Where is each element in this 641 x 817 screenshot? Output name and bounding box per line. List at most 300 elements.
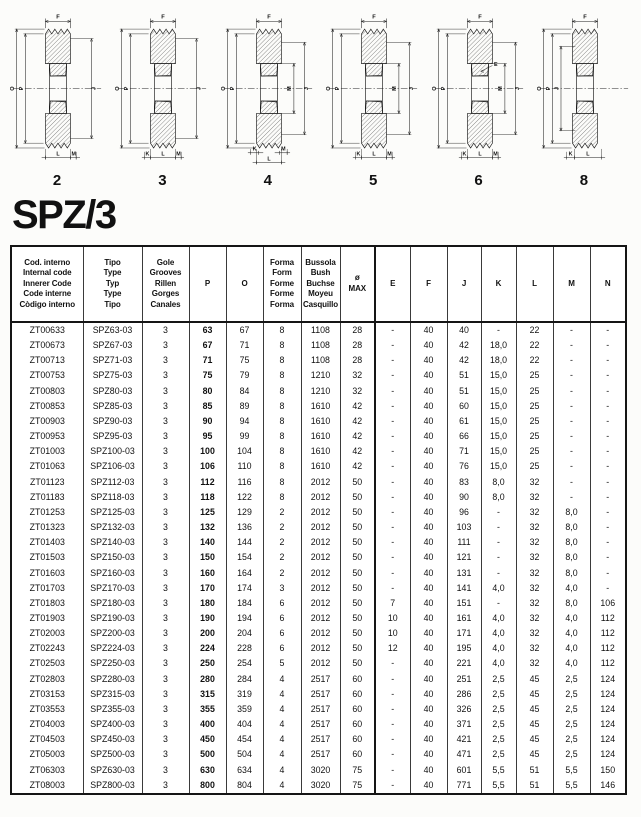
table-cell: 371 [447, 717, 481, 732]
table-cell: 184 [226, 596, 263, 611]
table-cell: 1108 [301, 338, 340, 353]
table-cell: 190 [189, 611, 226, 626]
table-cell: 45 [516, 702, 553, 717]
table-cell: 112 [189, 475, 226, 490]
table-cell: - [553, 368, 590, 383]
table-cell: 50 [340, 475, 375, 490]
table-row [11, 505, 626, 520]
pulley-diagrams [0, 0, 641, 189]
table-cell: - [375, 490, 410, 505]
table-cell: 3 [142, 732, 189, 747]
table-cell: 3 [142, 747, 189, 762]
table-cell: 15,0 [481, 368, 516, 383]
table-cell: 4,0 [553, 581, 590, 596]
table-cell: 2 [263, 550, 301, 565]
table-cell: 280 [189, 672, 226, 687]
table-cell: 76 [447, 459, 481, 474]
page-title: SPZ/3 [12, 193, 116, 237]
table-cell: 2012 [301, 611, 340, 626]
table-cell: ZT01123 [29, 476, 65, 487]
table-cell: - [590, 353, 626, 368]
dim-label-F: F [372, 14, 376, 21]
table-cell: 2,5 [553, 732, 590, 747]
table-cell: 3 [142, 672, 189, 687]
table-cell: SPZ71-03 [83, 353, 142, 368]
dim-label-L: L [372, 151, 376, 158]
table-cell: 40 [447, 322, 481, 338]
table-cell: - [375, 702, 410, 717]
table-cell: 40 [410, 444, 447, 459]
table-cell: SPZ200-03 [83, 626, 142, 641]
table-cell: 2517 [301, 702, 340, 717]
table-cell: 40 [410, 322, 447, 338]
dim-label-L: L [161, 151, 165, 158]
table-cell: 154 [226, 550, 263, 565]
table-cell: 60 [340, 702, 375, 717]
table-cell: 5,5 [481, 763, 516, 778]
table-cell: SPZ355-03 [83, 702, 142, 717]
col-header-internal-code: Cod. interno Internal code Innerer Code Code interne Còdigo interno [11, 246, 83, 322]
table-cell: 40 [410, 732, 447, 747]
table-cell: 8,0 [553, 550, 590, 565]
col-header-max-diameter: ø MAX [340, 246, 375, 322]
table-cell: 1610 [301, 429, 340, 444]
table-cell: 2012 [301, 475, 340, 490]
dim-label-K: K [462, 151, 466, 158]
pulley-diagram-svg [429, 8, 529, 171]
table-cell: SPZ80-03 [83, 384, 142, 399]
table-cell: SPZ500-03 [83, 747, 142, 762]
table-cell: ZT01253 [29, 506, 65, 517]
table-cell: 25 [516, 459, 553, 474]
table-cell: 106 [590, 596, 626, 611]
dim-label-P: P [335, 86, 342, 91]
table-cell: 25 [516, 384, 553, 399]
table-cell: 4,0 [481, 581, 516, 596]
table-cell: 8 [263, 353, 301, 368]
table-cell: 2012 [301, 505, 340, 520]
table-row [11, 535, 626, 550]
table-cell: 112 [590, 611, 626, 626]
table-cell: 6 [263, 596, 301, 611]
table-cell: SPZ118-03 [83, 490, 142, 505]
table-cell: 15,0 [481, 414, 516, 429]
pulley-diagram-svg [534, 8, 634, 171]
table-cell: 111 [447, 535, 481, 550]
table-cell: ZT02243 [29, 643, 65, 654]
dim-label-O: O [10, 86, 17, 91]
dim-label-J: J [91, 86, 98, 91]
table-cell: 151 [447, 596, 481, 611]
table-cell: - [375, 672, 410, 687]
dim-label-F: F [266, 14, 271, 21]
table-cell: 3 [142, 322, 189, 338]
table-cell: 3 [142, 520, 189, 535]
table-cell: - [590, 384, 626, 399]
table-cell: 2,5 [481, 687, 516, 702]
table-cell: 2012 [301, 656, 340, 671]
table-cell: 15,0 [481, 384, 516, 399]
spec-table-head [11, 246, 626, 322]
table-cell: ZT00753 [29, 370, 65, 381]
table-cell: 3 [142, 550, 189, 565]
table-cell: 122 [226, 490, 263, 505]
table-cell: 804 [226, 778, 263, 794]
spec-table-body [11, 322, 626, 794]
table-cell: 124 [590, 717, 626, 732]
table-cell: 3 [142, 611, 189, 626]
table-cell: 51 [447, 384, 481, 399]
table-cell: - [375, 778, 410, 794]
dim-label-J: J [514, 86, 521, 91]
table-cell: 284 [226, 672, 263, 687]
table-cell: 3 [142, 641, 189, 656]
table-cell: 40 [410, 687, 447, 702]
table-cell: 32 [516, 641, 553, 656]
table-cell: 125 [189, 505, 226, 520]
table-cell: SPZ800-03 [83, 778, 142, 794]
table-row [11, 687, 626, 702]
table-cell: 6 [263, 626, 301, 641]
table-cell: - [481, 596, 516, 611]
table-cell: 40 [410, 459, 447, 474]
table-cell: 103 [447, 520, 481, 535]
table-cell: 22 [516, 353, 553, 368]
table-cell: 254 [226, 656, 263, 671]
table-cell: SPZ63-03 [83, 322, 142, 338]
table-cell: 40 [410, 414, 447, 429]
table-cell: 251 [447, 672, 481, 687]
table-cell: 67 [189, 338, 226, 353]
table-cell: 40 [410, 550, 447, 565]
table-cell: - [375, 656, 410, 671]
table-row [11, 717, 626, 732]
table-cell: 421 [447, 732, 481, 747]
table-cell: - [375, 399, 410, 414]
table-cell: SPZ132-03 [83, 520, 142, 535]
table-cell: - [590, 414, 626, 429]
table-cell: 8 [263, 429, 301, 444]
form-number: 4 [263, 172, 272, 189]
table-cell: 3 [142, 717, 189, 732]
table-cell: 1610 [301, 444, 340, 459]
dim-label-O: O [537, 86, 544, 91]
table-cell: SPZ125-03 [83, 505, 142, 520]
table-cell: 286 [447, 687, 481, 702]
table-cell: 8,0 [481, 475, 516, 490]
table-cell: 228 [226, 641, 263, 656]
table-cell: 32 [516, 520, 553, 535]
table-cell: ZT00713 [29, 355, 65, 366]
table-cell: 40 [410, 641, 447, 656]
form-number: 2 [52, 172, 62, 189]
table-cell: 454 [226, 732, 263, 747]
table-cell: 85 [189, 399, 226, 414]
table-cell: 42 [340, 399, 375, 414]
table-cell: 1610 [301, 399, 340, 414]
table-cell: 40 [410, 505, 447, 520]
table-row [11, 581, 626, 596]
table-cell: 40 [410, 702, 447, 717]
table-cell: 3 [142, 535, 189, 550]
table-row [11, 338, 626, 353]
table-cell: 32 [516, 505, 553, 520]
table-cell: 170 [189, 581, 226, 596]
table-cell: 104 [226, 444, 263, 459]
table-cell: 10 [375, 611, 410, 626]
table-cell: 4,0 [553, 611, 590, 626]
table-cell: 3 [142, 384, 189, 399]
table-cell: - [481, 535, 516, 550]
table-cell: ZT01403 [29, 537, 65, 548]
table-cell: - [590, 550, 626, 565]
table-cell: 3 [142, 444, 189, 459]
col-header-n: N [590, 246, 626, 322]
table-cell: - [553, 429, 590, 444]
table-cell: 174 [226, 581, 263, 596]
table-cell: ZT02803 [29, 673, 65, 684]
table-cell: 106 [189, 459, 226, 474]
table-cell: - [553, 414, 590, 429]
table-cell: - [375, 353, 410, 368]
table-cell: 3 [142, 414, 189, 429]
table-cell: ZT04503 [29, 734, 65, 745]
table-row [11, 641, 626, 656]
table-cell: SPZ250-03 [83, 656, 142, 671]
table-cell: 3 [142, 490, 189, 505]
table-cell: 32 [516, 656, 553, 671]
table-cell: - [375, 535, 410, 550]
table-cell: 94 [226, 414, 263, 429]
table-cell: 45 [516, 687, 553, 702]
table-cell: 50 [340, 611, 375, 626]
table-cell: 42 [340, 429, 375, 444]
table-cell: 25 [516, 444, 553, 459]
table-cell: 112 [590, 656, 626, 671]
table-cell: 75 [340, 778, 375, 794]
table-cell: 50 [340, 520, 375, 535]
table-cell: - [553, 490, 590, 505]
table-cell: SPZ400-03 [83, 717, 142, 732]
table-cell: 5,5 [481, 778, 516, 794]
table-cell: SPZ180-03 [83, 596, 142, 611]
table-cell: 51 [516, 778, 553, 794]
table-cell: 2 [263, 566, 301, 581]
table-cell: 60 [340, 747, 375, 762]
table-cell: 40 [410, 581, 447, 596]
table-cell: 8,0 [553, 505, 590, 520]
table-cell: 404 [226, 717, 263, 732]
dim-label-K: K [145, 151, 150, 158]
table-cell: 194 [226, 611, 263, 626]
form-number: 3 [158, 172, 167, 189]
table-cell: 75 [340, 763, 375, 778]
col-header-grooves: Gole Grooves Rillen Gorges Canales [142, 246, 189, 322]
table-cell: 60 [447, 399, 481, 414]
table-cell: 471 [447, 747, 481, 762]
table-cell: 2,5 [481, 702, 516, 717]
table-row [11, 475, 626, 490]
dim-label-P: P [18, 86, 25, 91]
dim-label-P: P [545, 86, 552, 91]
pulley-form-6-diagram [428, 8, 530, 189]
table-cell: 2,5 [553, 747, 590, 762]
table-cell: 124 [590, 747, 626, 762]
table-cell: 124 [590, 702, 626, 717]
table-cell: 22 [516, 322, 553, 338]
col-header-type: Tipo Type Typ Type Tipo [83, 246, 142, 322]
table-cell: 195 [447, 641, 481, 656]
table-cell: 42 [447, 353, 481, 368]
table-cell: 4,0 [553, 626, 590, 641]
table-cell: 5,5 [553, 778, 590, 794]
col-header-l: L [516, 246, 553, 322]
table-cell: - [375, 550, 410, 565]
table-row [11, 596, 626, 611]
table-cell: 3 [142, 778, 189, 794]
table-cell: 2,5 [553, 702, 590, 717]
table-cell: 8,0 [553, 520, 590, 535]
table-cell: 25 [516, 414, 553, 429]
table-cell: 4,0 [481, 641, 516, 656]
table-cell: 32 [340, 384, 375, 399]
table-cell: 60 [340, 732, 375, 747]
table-cell: 8 [263, 459, 301, 474]
table-cell: 355 [189, 702, 226, 717]
table-cell: 112 [590, 641, 626, 656]
table-cell: 40 [410, 520, 447, 535]
table-cell: 3 [142, 399, 189, 414]
table-cell: 144 [226, 535, 263, 550]
dim-label-P: P [229, 86, 236, 91]
pulley-diagram-svg [323, 8, 423, 171]
table-cell: 25 [516, 399, 553, 414]
table-cell: ZT01183 [29, 491, 65, 502]
table-cell: 1210 [301, 368, 340, 383]
table-cell: 180 [189, 596, 226, 611]
table-cell: 2012 [301, 626, 340, 641]
dim-label-M: M [280, 146, 286, 153]
table-cell: 50 [340, 550, 375, 565]
table-cell: SPZ112-03 [83, 475, 142, 490]
table-cell: 3 [142, 368, 189, 383]
table-cell: 71 [447, 444, 481, 459]
table-cell: 2,5 [481, 672, 516, 687]
table-cell: - [375, 566, 410, 581]
table-cell: 32 [516, 490, 553, 505]
table-cell: 42 [340, 444, 375, 459]
table-cell: 71 [189, 353, 226, 368]
table-cell: 61 [447, 414, 481, 429]
table-cell: ZT01603 [29, 567, 65, 578]
pulley-diagram-svg [218, 8, 318, 171]
table-cell: 40 [410, 611, 447, 626]
table-cell: 95 [189, 429, 226, 444]
pulley-form-2-diagram [6, 8, 108, 189]
table-cell: 161 [447, 611, 481, 626]
table-cell: - [590, 368, 626, 383]
pulley-form-4-diagram [217, 8, 319, 189]
table-cell: 5 [263, 656, 301, 671]
table-cell: 131 [447, 566, 481, 581]
table-cell: - [375, 475, 410, 490]
col-header-bush: Bussola Bush Buchse Moyeu Casquillo [301, 246, 340, 322]
table-cell: 45 [516, 747, 553, 762]
table-cell: 2,5 [553, 717, 590, 732]
table-row [11, 702, 626, 717]
pulley-diagram-svg [112, 8, 212, 171]
table-cell: 79 [226, 368, 263, 383]
form-number: 6 [474, 172, 483, 189]
table-cell: 45 [516, 732, 553, 747]
table-cell: 2517 [301, 717, 340, 732]
table-cell: 3 [142, 596, 189, 611]
dim-label-K: K [568, 151, 573, 158]
header-row [11, 246, 626, 322]
table-cell: - [481, 322, 516, 338]
table-cell: 1210 [301, 384, 340, 399]
table-cell: - [375, 429, 410, 444]
table-cell: 630 [189, 763, 226, 778]
table-cell: 40 [410, 626, 447, 641]
table-cell: 6 [263, 641, 301, 656]
dim-label-O: O [115, 86, 122, 91]
table-cell: - [375, 505, 410, 520]
table-cell: 1108 [301, 322, 340, 338]
table-cell: 2,5 [481, 747, 516, 762]
table-cell: 84 [226, 384, 263, 399]
table-cell: 140 [189, 535, 226, 550]
pulley-form-3-diagram [111, 8, 213, 189]
table-cell: 8 [263, 399, 301, 414]
table-cell: - [375, 338, 410, 353]
table-cell: 7 [375, 596, 410, 611]
table-cell: - [590, 338, 626, 353]
table-cell: 40 [410, 429, 447, 444]
table-cell: 40 [410, 747, 447, 762]
table-cell: 100 [189, 444, 226, 459]
table-cell: 1108 [301, 353, 340, 368]
table-cell: 8 [263, 414, 301, 429]
col-header-p: P [189, 246, 226, 322]
table-cell: 2012 [301, 490, 340, 505]
table-cell: 112 [590, 626, 626, 641]
table-cell: 40 [410, 338, 447, 353]
dim-label-O: O [326, 86, 333, 91]
table-cell: 8 [263, 444, 301, 459]
table-cell: SPZ95-03 [83, 429, 142, 444]
table-cell: 22 [516, 338, 553, 353]
table-cell: 32 [516, 626, 553, 641]
table-cell: 8 [263, 368, 301, 383]
table-cell: - [590, 444, 626, 459]
table-cell: 2517 [301, 732, 340, 747]
table-cell: - [553, 384, 590, 399]
table-row [11, 778, 626, 794]
table-cell: 25 [516, 429, 553, 444]
table-cell: 80 [189, 384, 226, 399]
col-header-o: O [226, 246, 263, 322]
table-cell: 2012 [301, 520, 340, 535]
table-cell: - [375, 747, 410, 762]
table-row [11, 656, 626, 671]
table-cell: 326 [447, 702, 481, 717]
dim-label-M: M [286, 86, 293, 91]
dim-label-M: M [71, 151, 77, 158]
table-cell: 400 [189, 717, 226, 732]
table-cell: 4 [263, 747, 301, 762]
table-cell: 63 [189, 322, 226, 338]
